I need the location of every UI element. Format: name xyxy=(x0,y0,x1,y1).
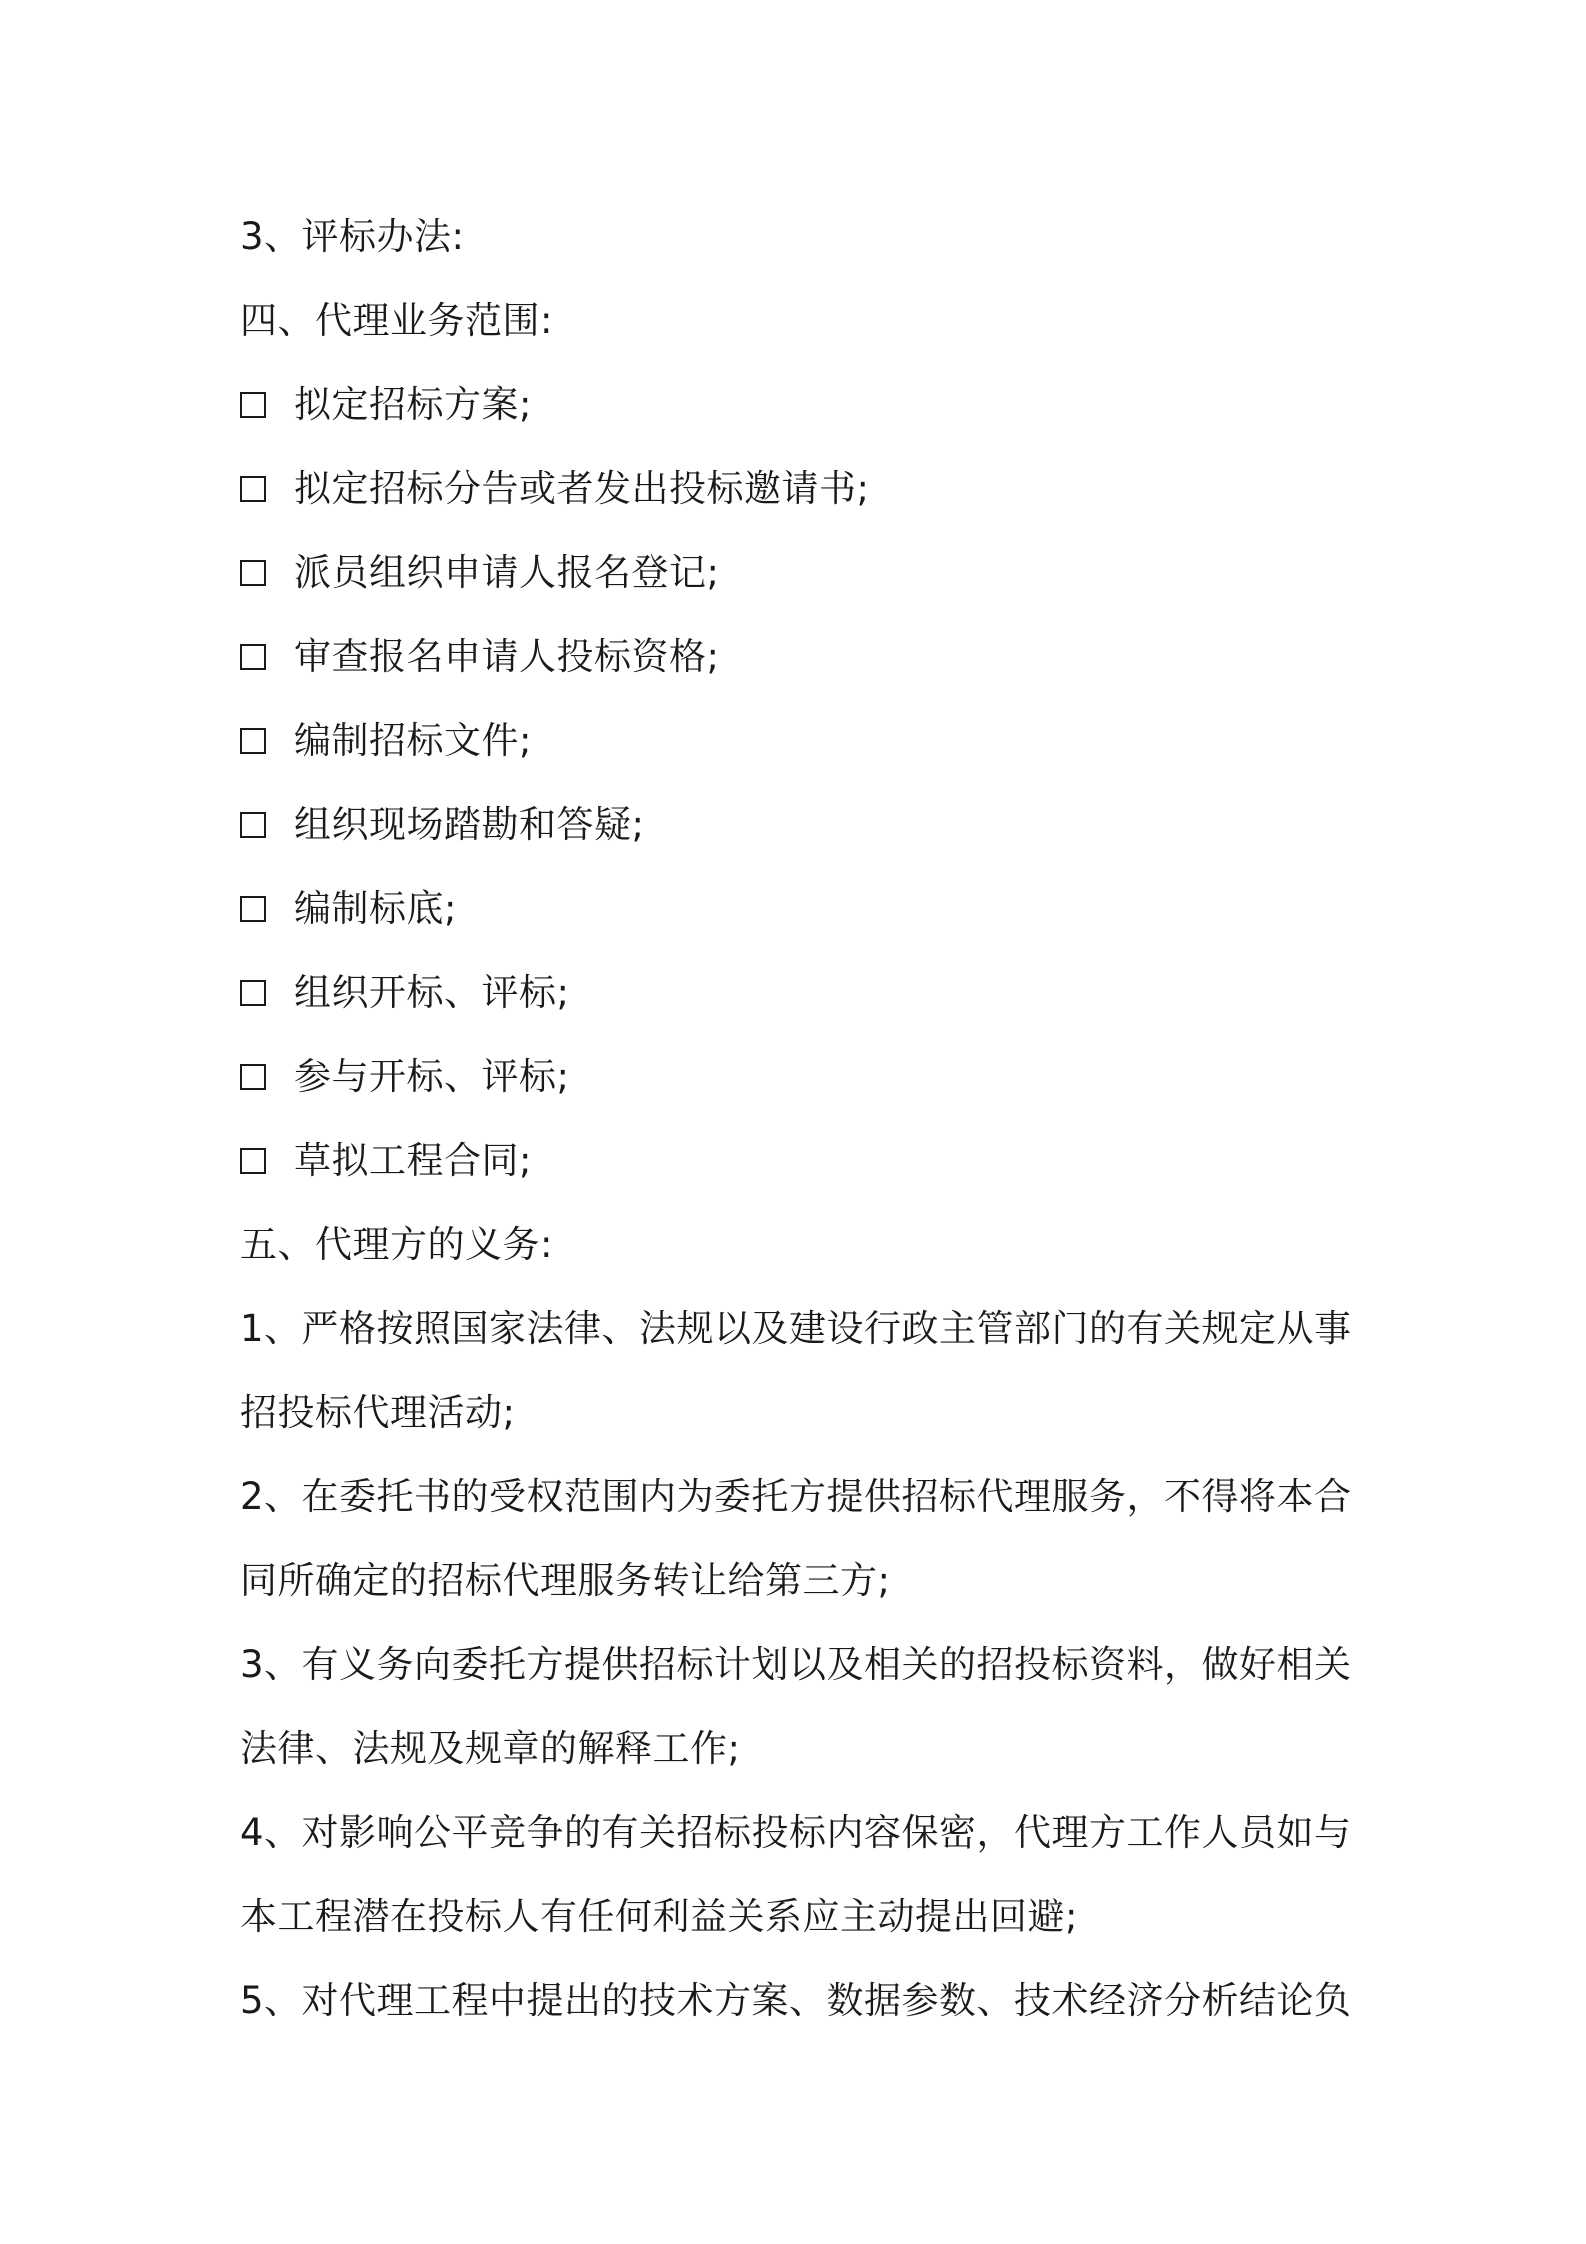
checklist-item-label: 组织开标、评标; xyxy=(294,971,570,1014)
heading-agent-obligations: 五、代理方的义务: xyxy=(240,1223,553,1266)
checkbox-icon[interactable] xyxy=(240,476,266,502)
checkbox-icon[interactable] xyxy=(240,392,266,418)
checkbox-icon[interactable] xyxy=(240,896,266,922)
checklist-item[interactable] xyxy=(240,615,1360,699)
checklist-item-label: 拟定招标方案; xyxy=(294,383,532,426)
checklist-item[interactable] xyxy=(240,531,1360,615)
checklist-item-label: 草拟工程合同; xyxy=(294,1139,532,1182)
checkbox-icon[interactable] xyxy=(240,812,266,838)
paragraph-line: 3、有义务向委托方提供招标计划以及相关的招投标资料，做好相关 xyxy=(240,1643,1352,1686)
heading-evaluation-method: 3、评标办法: xyxy=(240,215,465,258)
checkbox-icon[interactable] xyxy=(240,980,266,1006)
paragraph-line: 招投标代理活动; xyxy=(240,1391,516,1434)
paragraph-line: 5、对代理工程中提出的技术方案、数据参数、技术经济分析结论负 xyxy=(240,1979,1352,2022)
checklist-item-label: 拟定招标分告或者发出投标邀请书; xyxy=(294,467,870,510)
paragraph-line: 1、严格按照国家法律、法规以及建设行政主管部门的有关规定从事 xyxy=(240,1307,1352,1350)
heading-agency-scope: 四、代理业务范围: xyxy=(240,299,553,342)
checkbox-icon[interactable] xyxy=(240,1148,266,1174)
paragraph-line: 4、对影响公平竞争的有关招标投标内容保密，代理方工作人员如与 xyxy=(240,1811,1352,1854)
checklist-item-label: 编制招标文件; xyxy=(294,719,532,762)
checklist-item[interactable] xyxy=(240,1119,1360,1203)
checklist-item[interactable] xyxy=(240,363,1360,447)
checklist-item[interactable] xyxy=(240,951,1360,1035)
checklist-item[interactable] xyxy=(240,783,1360,867)
checklist-item[interactable] xyxy=(240,1035,1360,1119)
checklist-item-label: 参与开标、评标; xyxy=(294,1055,570,1098)
checkbox-icon[interactable] xyxy=(240,728,266,754)
paragraph-line: 2、在委托书的受权范围内为委托方提供招标代理服务，不得将本合 xyxy=(240,1475,1352,1518)
checkbox-icon[interactable] xyxy=(240,1064,266,1090)
paragraph-line: 本工程潜在投标人有任何利益关系应主动提出回避; xyxy=(240,1895,1078,1938)
checklist-item-label: 组织现场踏勘和答疑; xyxy=(294,803,645,846)
checkbox-icon[interactable] xyxy=(240,644,266,670)
checklist-item[interactable] xyxy=(240,447,1360,531)
checklist-item[interactable] xyxy=(240,699,1360,783)
checklist-item-label: 编制标底; xyxy=(294,887,457,930)
checklist-item[interactable] xyxy=(240,867,1360,951)
paragraph-line: 同所确定的招标代理服务转让给第三方; xyxy=(240,1559,891,1602)
document-body xyxy=(240,195,1360,2043)
checklist-item-label: 派员组织申请人报名登记; xyxy=(294,551,720,594)
paragraph-line: 法律、法规及规章的解释工作; xyxy=(240,1727,741,1770)
checklist-item-label: 审查报名申请人投标资格; xyxy=(294,635,720,678)
checkbox-icon[interactable] xyxy=(240,560,266,586)
